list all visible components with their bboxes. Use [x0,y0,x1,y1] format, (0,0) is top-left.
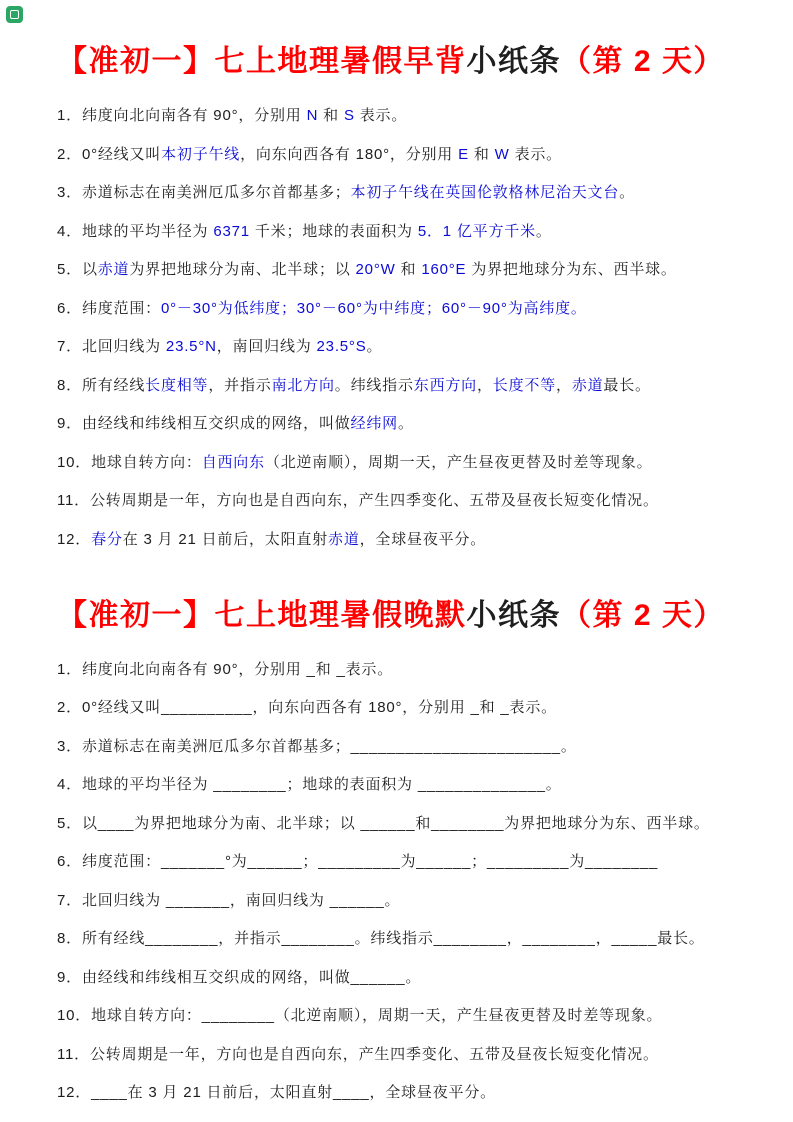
list-item [57,455,765,471]
item-text-segment: ，全球昼夜平分。 [359,530,487,548]
item-text-segment: 和 [318,107,344,124]
item-text-segment: 4．地球的平均半径为 ________；地球的表面积为 ______________。 [57,776,562,793]
item-text-segment: 8．所有经线________，并指示________。纬线指示________，________，_____最长。 [57,930,705,947]
item-text-segment: ，并指示 [208,376,272,394]
list-item [57,893,765,909]
item-text-segment: 和 [468,145,495,163]
list-item [57,854,765,870]
list-item [57,378,765,394]
item-text-segment: 南北方向 [271,376,335,394]
item-text-segment: 5．以____为界把地球分为南、北半球；以 ______和________为界把地球分为东、西半球。 [57,814,710,832]
item-text-segment: 长度不等 [492,376,556,394]
item-text-segment: 6371 [213,222,250,240]
section-evening-dictation [57,590,765,1102]
item-text-segment: 4．地球的平均半径为 [57,222,214,240]
item-text-segment: 最长。 [603,376,651,394]
item-text-segment: 。 [535,222,552,240]
item-text-segment: S [343,107,355,124]
item-text-segment: 6．纬度范围： [57,299,161,317]
item-text-segment: 23.5°S [316,338,367,355]
item-text-segment: ， [476,376,493,394]
list-item [57,1085,765,1101]
list-item [57,108,765,124]
item-text-segment: 东西方向 [413,376,477,394]
item-text-segment: 9．由经线和纬线相互交织成的网络，叫做______。 [57,968,422,986]
item-text-segment: ，南回归线为 [216,338,317,355]
item-text-segment: 12． [57,530,92,548]
list-item [57,262,765,278]
item-text-segment: 3．赤道标志在南美洲厄瓜多尔首都基多；_______________________。 [57,737,577,755]
item-text-segment: E [458,145,469,163]
item-text-segment: 赤道 [97,261,130,278]
item-text-segment: 5．1 亿平方千米 [417,222,536,240]
item-text-segment: 经纬网 [350,415,398,432]
section-title [57,36,765,80]
list-item [57,970,765,986]
list-item [57,816,765,832]
list-item [57,339,765,355]
item-text-segment: 千米；地球的表面积为 [249,222,418,240]
item-text-segment: 为界把地球分为东、西半球。 [466,261,677,278]
section-title [57,590,765,634]
item-text-segment: W [494,145,510,163]
item-text-segment: 赤道 [328,530,360,548]
item-text-segment: 。 [397,415,414,432]
list-item [57,662,765,678]
item-text-segment: 。 [366,338,383,355]
item-text-segment: 和 [395,261,422,278]
list-item [57,147,765,163]
item-text-segment: 7．北回归线为 [57,338,166,355]
item-text-segment: N [306,107,319,124]
list-item [57,739,765,755]
item-text-segment: 在 3 月 21 日前后，太阳直射 [122,530,329,548]
item-text-segment: 2．0°经线又叫__________，向东向西各有 180°，分别用 _和 _表示。 [57,699,557,716]
item-list [57,662,765,1102]
item-text-segment: 1．纬度向北向南各有 90°，分别用 [57,107,307,124]
list-item [57,700,765,716]
item-text-segment: 本初子午线在英国伦敦格林尼治天文台 [350,184,620,201]
item-text-segment: 8．所有经线 [57,376,146,394]
item-text-segment: 6．纬度范围：_______°为______；_________为______；_________为________ [57,853,659,870]
list-item [57,301,765,317]
list-item [57,185,765,201]
item-text-segment: 3．赤道标志在南美洲厄瓜多尔首都基多； [57,184,351,201]
list-item [57,1047,765,1063]
item-text-segment: 5．以 [57,261,98,278]
item-text-segment: 11．公转周期是一年，方向也是自西向东，产生四季变化、五带及昼夜长短变化情况。 [57,492,659,509]
item-text-segment: 11．公转周期是一年，方向也是自西向东，产生四季变化、五带及昼夜长短变化情况。 [57,1045,659,1063]
title-segment: 小纸条 [466,598,561,632]
item-text-segment: 7．北回归线为 _______，南回归线为 ______。 [57,891,401,909]
item-text-segment: （北逆南顺），周期一天，产生昼夜更替及时差等现象。 [264,453,653,471]
item-text-segment: 。纬线指示 [334,376,414,394]
item-text-segment: 长度相等 [145,376,209,394]
title-segment: 【准初一】七上地理暑假早背 [57,45,467,78]
app-badge-glyph [10,10,19,19]
title-segment: （第 2 天） [561,598,725,632]
item-text-segment: 160°E [421,261,467,278]
item-text-segment: 23.5°N [165,338,217,355]
item-text-segment: 9．由经线和纬线相互交织成的网络，叫做 [57,415,351,432]
item-text-segment: 春分 [91,530,123,548]
app-badge-icon [6,6,23,23]
item-text-segment: 自西向东 [201,453,265,471]
item-text-segment: 1．纬度向北向南各有 90°，分别用 _和 _表示。 [57,660,394,678]
item-text-segment: 赤道 [571,376,604,394]
item-text-segment: 12．____在 3 月 21 日前后，太阳直射____，全球昼夜平分。 [57,1084,496,1101]
title-segment: 【准初一】七上地理暑假晚默 [57,598,467,632]
item-text-segment: 20°W [355,261,396,278]
item-text-segment: 本初子午线 [161,145,241,163]
list-item [57,224,765,240]
item-text-segment: 。 [619,184,635,201]
list-item [57,931,765,947]
section-morning-recite [57,36,765,548]
title-segment: （第 2 天） [561,45,725,78]
item-text-segment: 10．地球自转方向：________（北逆南顺），周期一天，产生昼夜更替及时差等现象。 [57,1007,663,1024]
list-item [57,493,765,509]
title-segment: 小纸条 [466,45,561,78]
item-text-segment: 表示。 [509,145,562,163]
item-text-segment: 0°－30°为低纬度；30°－60°为中纬度；60°－90°为高纬度。 [160,299,587,317]
item-text-segment: 10．地球自转方向： [57,453,202,471]
list-item [57,532,765,548]
item-text-segment: ，向东向西各有 180°，分别用 [240,145,459,163]
item-text-segment: 为界把地球分为南、北半球；以 [129,261,356,278]
list-item [57,416,765,432]
item-list [57,108,765,548]
item-text-segment: 表示。 [354,107,408,124]
list-item [57,1008,765,1024]
list-item [57,777,765,793]
item-text-segment: ， [556,376,572,394]
item-text-segment: 2．0°经线又叫 [57,145,162,163]
